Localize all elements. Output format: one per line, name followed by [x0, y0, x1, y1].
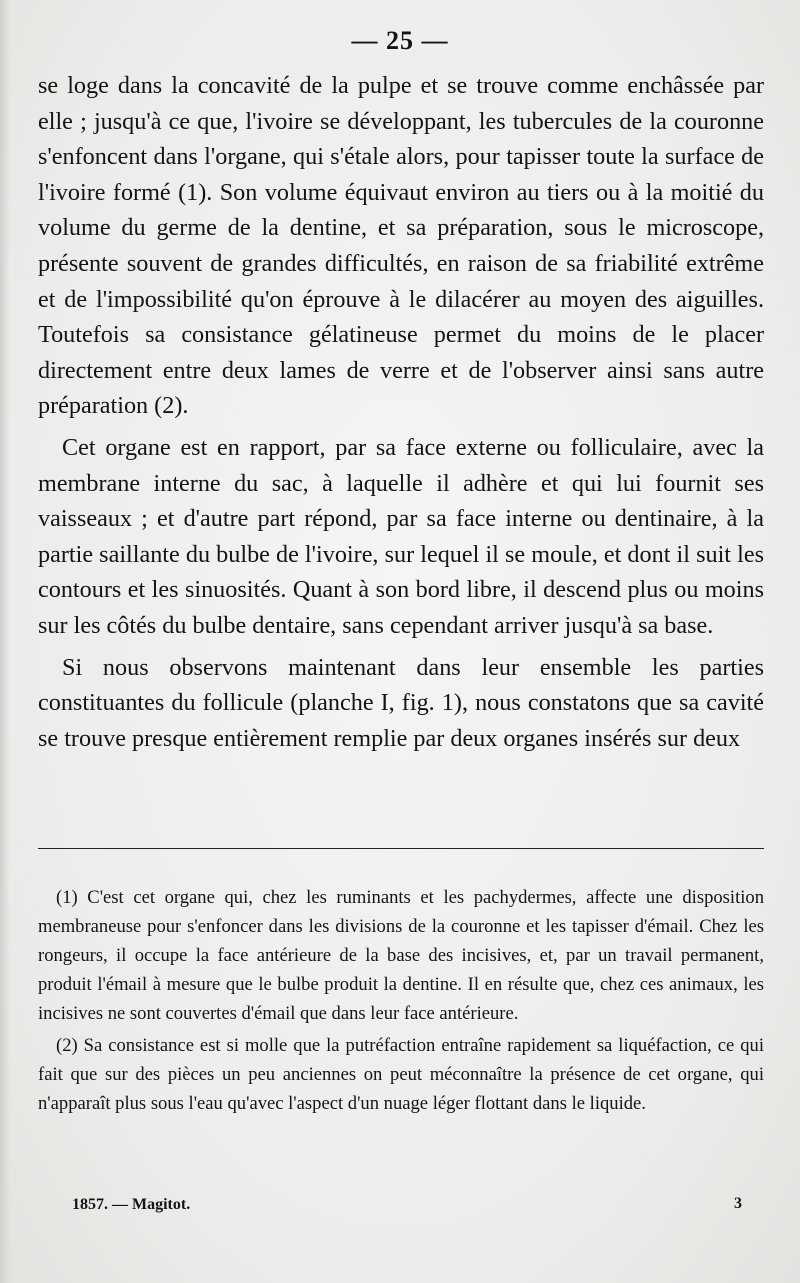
footnote-1: (1) C'est cet organe qui, chez les ruminants et les pachydermes, affecte une disposition membraneuse pour s'enfoncer dans les divisions de la couronne et les tapisser d'émail. Chez les rongeurs, il occupe la face antérieure de la base des incisives, et, par un travail permanent, produit l'émail à mesure que le bulbe produit la dentine. Il en résulte que, chez ces animaux, les incisives ne sont couvertes d'émail que dans leur face antérieure. [38, 887, 764, 1024]
page-number: — 25 — [351, 26, 449, 55]
paragraph: Si nous observons maintenant dans leur ensemble les parties constituantes du follicule (planche I, fig. 1), nous constatons que sa cavité se trouve presque entièrement remplie par deux organes insérés sur deux [38, 653, 764, 752]
printer-signature: 1857. — Magitot. [72, 1196, 191, 1213]
paragraph: Cet organe est en rapport, par sa face externe ou folliculaire, avec la membrane interne du sac, à laquelle il adhère et qui lui fournit ses vaisseaux ; et d'autre part répond, par sa face interne ou dentinaire, à la partie saillante du bulbe de l'ivoire, sur lequel il se moule, et dont il suit les contours et les sinuosités. Quant à son bord libre, il descend plus ou moins sur les côtés du bulbe dentaire, sans cependant arriver jusqu'à sa base. [38, 433, 764, 639]
page-edge-shadow [0, 0, 10, 1283]
footnote-2: (2) Sa consistance est si molle que la putréfaction entraîne rapidement sa liquéfaction, ce qui fait que sur des pièces un peu anciennes on peut méconnaître la présence de cet organe, qui n'apparaît plus sous l'eau qu'avec l'aspect d'un nuage léger flottant dans le liquide. [38, 1035, 764, 1114]
footnote-divider [38, 848, 764, 849]
main-text [38, 68, 764, 756]
signature-mark: 3 [734, 1195, 742, 1212]
paragraph: se loge dans la concavité de la pulpe et se trouve comme enchâssée par elle ; jusqu'à ce que, l'ivoire se développant, les tubercules de la couronne s'enfoncent dans l'organe, qui s'étale alors, pour tapisser toute la surface de l'ivoire formé (1). Son volume équivaut environ au tiers ou à la moitié du volume du germe de la dentine, et sa préparation, sous le microscope, présente souvent de grandes difficultés, en raison de sa friabilité extrême et de l'impossibilité qu'on éprouve à le dilacérer au moyen des aiguilles. Toutefois sa consistance gélatineuse permet du moins de le placer directement entre deux lames de verre et de l'observer ainsi sans autre préparation (2). [38, 72, 764, 420]
footnotes [38, 883, 764, 1118]
